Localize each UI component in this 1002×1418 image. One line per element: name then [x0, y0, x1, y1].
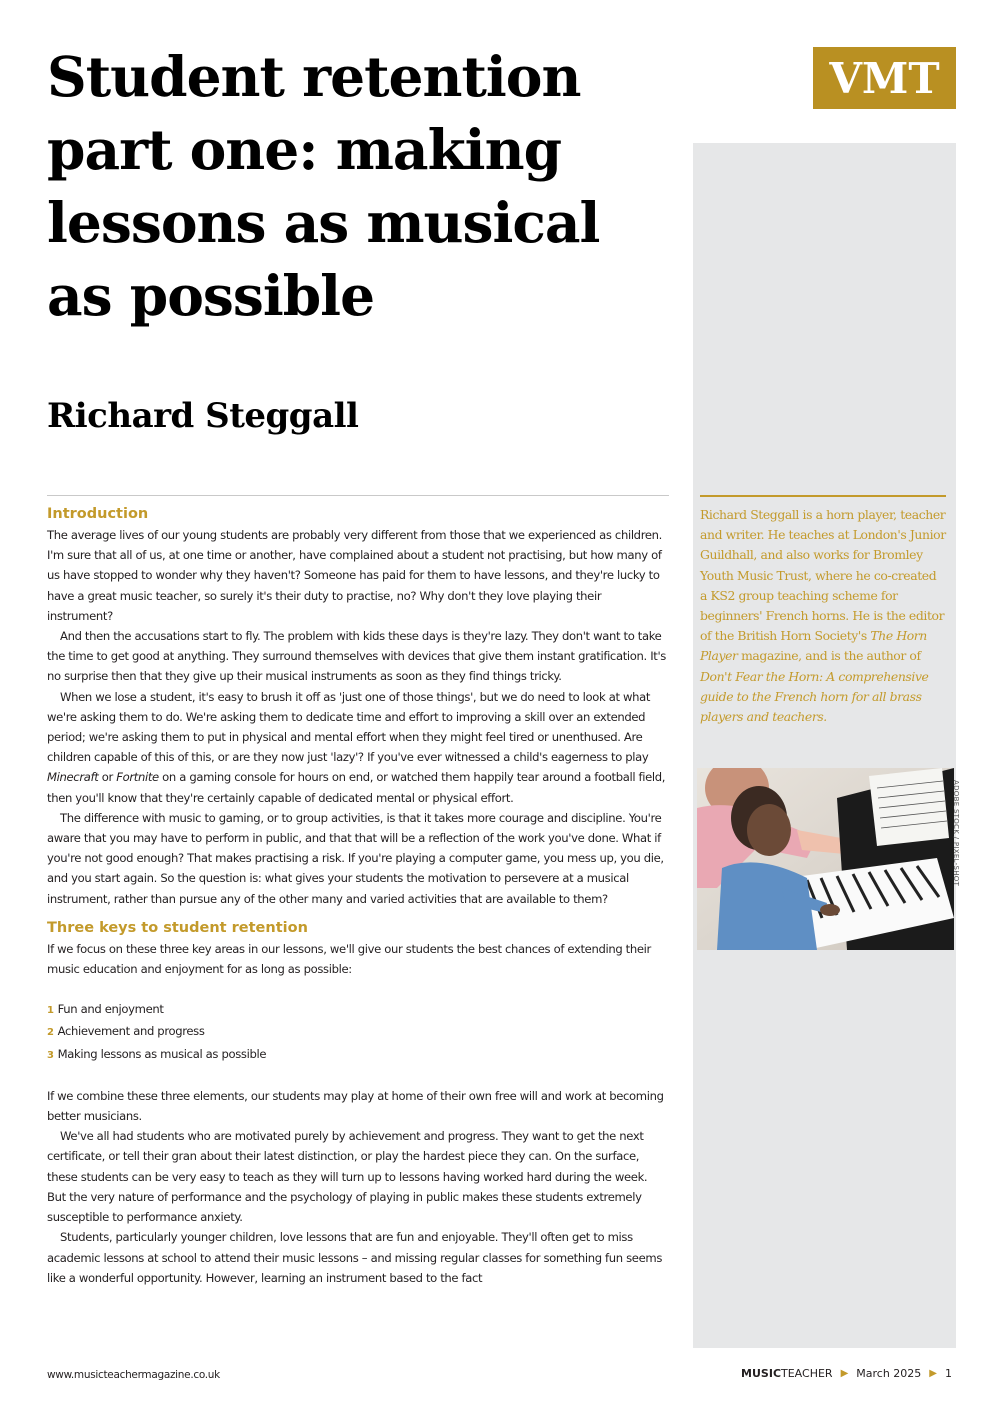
- issue-date: March 2025: [856, 1367, 922, 1380]
- article-title: Student retention part one: making lessons as musical as possible: [47, 44, 600, 328]
- section-heading-introduction: Introduction: [47, 506, 149, 522]
- numbered-list: [47, 999, 669, 1066]
- paragraph: When we lose a student, it's easy to brush it off as 'just one of those things', but we do need to look at what we're asking them to do. We're asking them to dedicate time and effort to improving a skill over an extended period; we're asking them to put in physical and mental effort when they might feel tired or unenthused. Are children capable of this of this, or are they now just 'lazy'? If you've ever witnessed a child's eagerness to play Minecraft or Fortnite on a gaming console for hours on end, or watched them happily tear around a football field, then you'll know that they're certainly capable of dedicated mental or physical effort.: [47, 689, 666, 805]
- author-name: Richard Steggall: [47, 396, 359, 436]
- list-item: 1 Fun and enjoyment: [47, 1002, 164, 1017]
- paragraph: If we focus on these three key areas in our lessons, we'll give our students the best chances of extending their music education and enjoyment for as long as possible:: [47, 941, 651, 977]
- paragraph: And then the accusations start to fly. The problem with kids these days is they're lazy. They don't want to take the time to get good at anything. They surround themselves with devices that give them instant gratification. It's no surprise then that they give up their musical instruments as soon as they find things tricky.: [47, 629, 666, 684]
- footer-url: www.musicteachermagazine.co.uk: [47, 1369, 220, 1381]
- logo-text: VMT: [829, 53, 940, 103]
- triangle-icon: ▶: [929, 1368, 937, 1379]
- triangle-icon: ▶: [840, 1368, 849, 1379]
- vmt-logo: [813, 47, 956, 109]
- list-item: 2 Achievement and progress: [47, 1024, 205, 1039]
- article-body: [47, 503, 669, 1288]
- magazine-name-bold: MUSIC: [741, 1367, 782, 1380]
- paragraph: Students, particularly younger children, love lessons that are fun and enjoyable. They'll often get to miss academic lessons at school to attend their music lessons – and missing regular classes for something fun seems like a wonderful opportunity. However, learning an instrument based to the fact: [47, 1230, 663, 1285]
- sidebar-panel: [693, 143, 956, 1348]
- photo-credit: ADOBE STOCK / PIXEL-SHOT: [952, 780, 960, 887]
- paragraph: If we combine these three elements, our students may play at home of their own free will and work at becoming better musicians.: [47, 1088, 664, 1124]
- paragraph: The difference with music to gaming, or to group activities, is that it takes more courage and discipline. You're aware that you may have to perform in public, and that that will be a reflection of the work you've done. What if you're not good enough? That makes practising a risk. If you're playing a computer game, you mess up, you die, and you start again. So the question is: what gives your students the motivation to persevere at a musical instrument, rather than pursue any of the other many and varied activities that are available to them?: [47, 810, 664, 906]
- piano-lesson-photo: [697, 768, 954, 950]
- section-heading-three-keys: Three keys to student retention: [47, 919, 308, 936]
- divider: [47, 495, 669, 496]
- list-item: 3 Making lessons as musical as possible: [47, 1046, 267, 1061]
- sidebar-divider: [700, 495, 946, 497]
- magazine-name: TEACHER: [781, 1367, 833, 1380]
- paragraph: The average lives of our young students are probably very different from those that we experienced as children. I'm sure that all of us, at one time or another, have complained about a student not practising, but how many of us have stopped to wonder why they haven't? Someone has paid for them to have lessons, and they're lucky to have a great music teacher, so surely it's their duty to practise, no? Why don't they love playing their instrument?: [47, 528, 662, 623]
- page-number: 1: [945, 1367, 952, 1380]
- paragraph: We've all had students who are motivated purely by achievement and progress. They want to get the next certificate, or tell their gran about their latest distinction, or play the hardest piece they can. On the surface, these students can be very easy to teach as they will turn up to lessons having worked hard during the week. But the very nature of performance and the psychology of playing in public makes these students extremely susceptible to performance anxiety.: [47, 1129, 648, 1225]
- author-bio: Richard Steggall is a horn player, teacher and writer. He teaches at London's Junior Guildhall, and also works for Bromley Youth Music Trust, where he co-created a KS2 group teaching scheme for beginners' French horns. He is the editor of the British Horn Society's The Horn Player magazine, and is the author of Don't Fear the Horn: A comprehensive guide to the French horn for all brass players and teachers.: [700, 507, 946, 725]
- footer-publication: [741, 1367, 952, 1380]
